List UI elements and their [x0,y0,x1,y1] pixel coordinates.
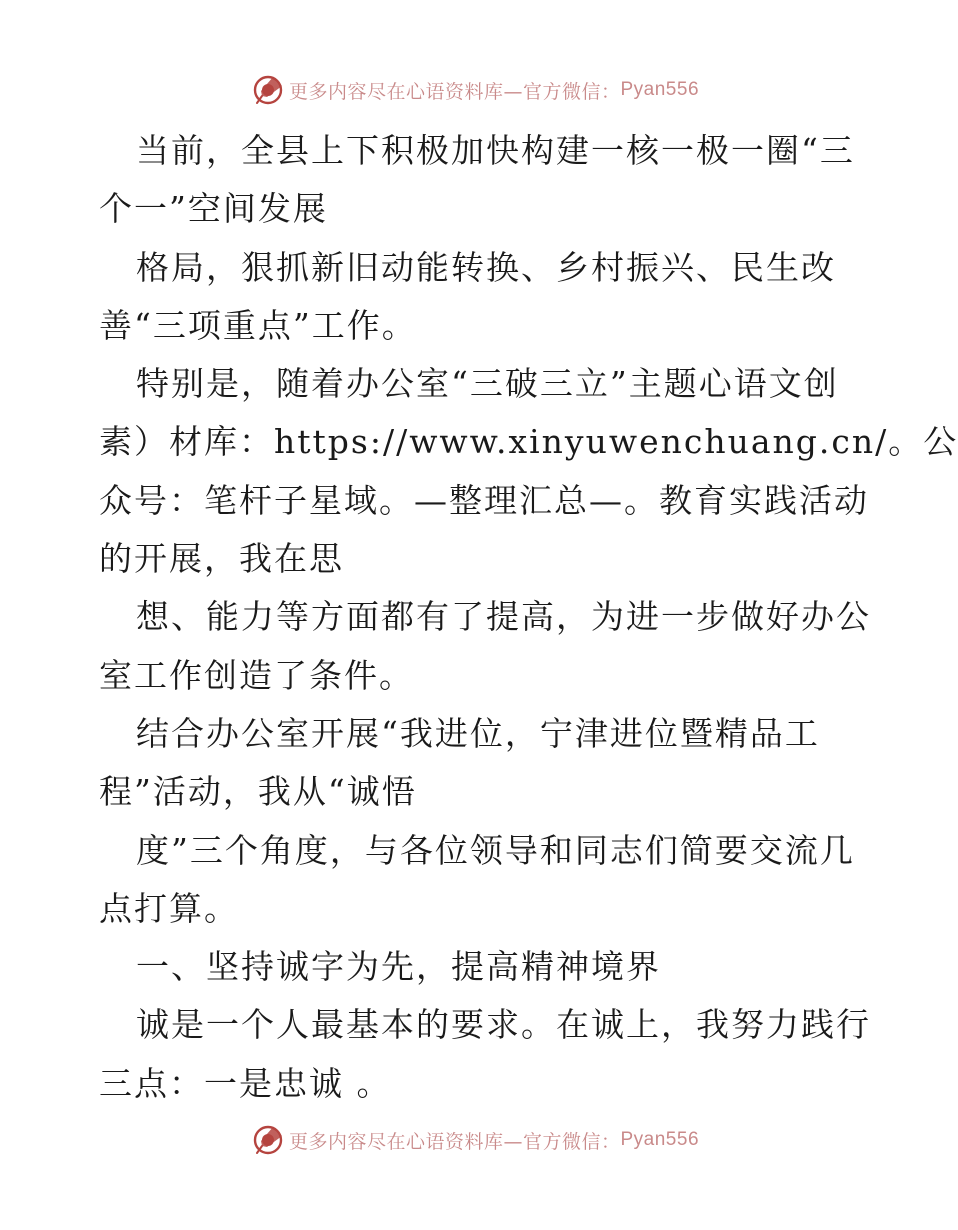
pen-circle-logo-icon [251,1123,285,1157]
watermark-text: 更多内容尽在心语资料库—官方微信： [288,80,621,103]
text-line: 素）材库：https://www.xinyuwenchuang.cn/。公 [99,422,958,462]
watermark-handle: Pyan556 [620,1129,700,1150]
text-line: 点打算。 [99,888,239,928]
text-line: 度”三个角度，与各位领导和同志们简要交流几 [136,830,855,870]
text-line: 格局，狠抓新旧动能转换、乡村振兴、民生改 [136,247,836,287]
text-line: 特别是，随着办公室“三破三立”主题心语文创 [136,364,839,404]
header-watermark [0,70,950,110]
text-line: 三点：一是忠诚 。 [99,1063,392,1103]
text-line: 程”活动，我从“诚悟 [99,772,417,812]
document-body [99,122,958,1113]
text-line: 当前，全县上下积极加快构建一核一极一圈“三 [136,131,855,170]
text-line: 众号：笔杆子星域。—整理汇总—。教育实践活动 [99,480,869,520]
text-line: 诚是一个人最基本的要求。在诚上，我努力践行 [136,1005,871,1045]
text-line: 结合办公室开展“我进位，宁津进位暨精品工 [136,713,820,753]
text-line: 的开展，我在思 [99,539,344,579]
watermark-text: 更多内容尽在心语资料库—官方微信： [288,1130,621,1153]
text-line: 想、能力等方面都有了提高，为进一步做好办公 [136,597,871,637]
pen-circle-logo-icon [251,73,285,107]
text-line: 个一”空间发展 [99,189,328,229]
text-line: 善“三项重点”工作。 [99,305,417,345]
text-line: 一、坚持诚字为先，提高精神境界 [136,947,661,987]
watermark-handle: Pyan556 [620,79,700,100]
text-line: 室工作创造了条件。 [99,655,414,695]
footer-watermark [0,1120,950,1160]
